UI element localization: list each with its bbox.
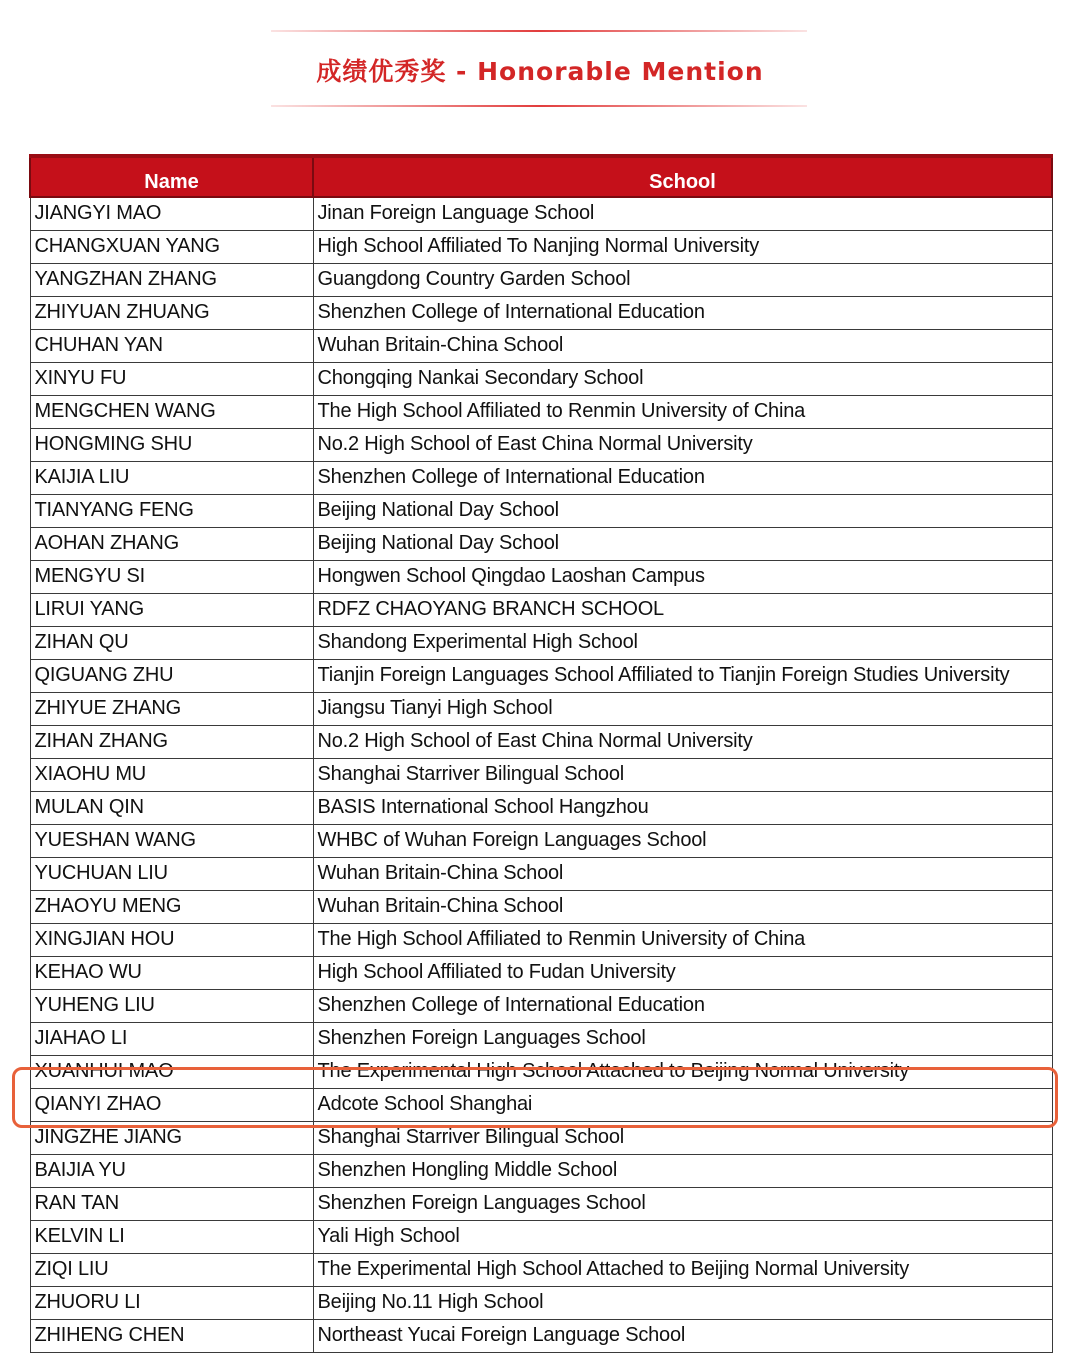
cell-name: ZHAOYU MENG	[30, 890, 313, 923]
cell-school: Beijing National Day School	[313, 527, 1052, 560]
table-row	[30, 1319, 1052, 1352]
table-row	[30, 1220, 1052, 1253]
table-row	[30, 1055, 1052, 1088]
cell-school: Shenzhen Foreign Languages School	[313, 1187, 1052, 1220]
honorable-mention-table	[29, 154, 1051, 1353]
cell-school: WHBC of Wuhan Foreign Languages School	[313, 824, 1052, 857]
table-row	[30, 1121, 1052, 1154]
table-row	[30, 1088, 1052, 1121]
table-row	[30, 824, 1052, 857]
table-row	[30, 593, 1052, 626]
cell-name: XINYU FU	[30, 362, 313, 395]
cell-school: Yali High School	[313, 1220, 1052, 1253]
cell-school: RDFZ CHAOYANG BRANCH SCHOOL	[313, 593, 1052, 626]
table-row	[30, 461, 1052, 494]
cell-school: Jiangsu Tianyi High School	[313, 692, 1052, 725]
table-row	[30, 626, 1052, 659]
title-bottom-rule	[271, 105, 807, 107]
table-row	[30, 890, 1052, 923]
cell-school: The Experimental High School Attached to Beijing Normal University	[313, 1253, 1052, 1286]
cell-school: Shandong Experimental High School	[313, 626, 1052, 659]
cell-school: BASIS International School Hangzhou	[313, 791, 1052, 824]
cell-school: Tianjin Foreign Languages School Affiliated to Tianjin Foreign Studies University	[313, 659, 1052, 692]
cell-school: Wuhan Britain-China School	[313, 329, 1052, 362]
cell-name: XINGJIAN HOU	[30, 923, 313, 956]
cell-school: Guangdong Country Garden School	[313, 263, 1052, 296]
cell-name: YANGZHAN ZHANG	[30, 263, 313, 296]
cell-school: Wuhan Britain-China School	[313, 857, 1052, 890]
cell-name: ZIHAN ZHANG	[30, 725, 313, 758]
table-row	[30, 362, 1052, 395]
cell-name: JINGZHE JIANG	[30, 1121, 313, 1154]
table-row	[30, 956, 1052, 989]
cell-name: CHUHAN YAN	[30, 329, 313, 362]
cell-school: Hongwen School Qingdao Laoshan Campus	[313, 560, 1052, 593]
cell-name: YUESHAN WANG	[30, 824, 313, 857]
cell-name: ZHUORU LI	[30, 1286, 313, 1319]
cell-name: RAN TAN	[30, 1187, 313, 1220]
cell-school: Adcote School Shanghai	[313, 1088, 1052, 1121]
cell-name: YUCHUAN LIU	[30, 857, 313, 890]
table-row	[30, 1022, 1052, 1055]
table-header-row	[30, 156, 1052, 197]
cell-name: HONGMING SHU	[30, 428, 313, 461]
cell-name: ZHIHENG CHEN	[30, 1319, 313, 1352]
cell-name: JIAHAO LI	[30, 1022, 313, 1055]
cell-name: YUHENG LIU	[30, 989, 313, 1022]
cell-school: Shenzhen Hongling Middle School	[313, 1154, 1052, 1187]
cell-name: QIANYI ZHAO	[30, 1088, 313, 1121]
cell-name: BAIJIA YU	[30, 1154, 313, 1187]
cell-school: High School Affiliated To Nanjing Normal University	[313, 230, 1052, 263]
cell-name: KEHAO WU	[30, 956, 313, 989]
cell-name: XIAOHU MU	[30, 758, 313, 791]
cell-name: TIANYANG FENG	[30, 494, 313, 527]
cell-name: CHANGXUAN YANG	[30, 230, 313, 263]
cell-school: No.2 High School of East China Normal University	[313, 428, 1052, 461]
cell-name: MENGYU SI	[30, 560, 313, 593]
column-header-school: School	[313, 156, 1052, 197]
title-top-rule	[271, 30, 807, 32]
table-row	[30, 923, 1052, 956]
table-row	[30, 1154, 1052, 1187]
cell-name: AOHAN ZHANG	[30, 527, 313, 560]
cell-name: XUANHUI MAO	[30, 1055, 313, 1088]
table-row	[30, 428, 1052, 461]
table-row	[30, 263, 1052, 296]
table-row	[30, 494, 1052, 527]
cell-name: ZIQI LIU	[30, 1253, 313, 1286]
cell-name: ZHIYUAN ZHUANG	[30, 296, 313, 329]
cell-school: Shenzhen College of International Education	[313, 461, 1052, 494]
cell-school: Northeast Yucai Foreign Language School	[313, 1319, 1052, 1352]
cell-school: Beijing National Day School	[313, 494, 1052, 527]
cell-name: KELVIN LI	[30, 1220, 313, 1253]
cell-school: Shenzhen College of International Education	[313, 989, 1052, 1022]
table-row	[30, 197, 1052, 230]
cell-school: Chongqing Nankai Secondary School	[313, 362, 1052, 395]
cell-name: ZIHAN QU	[30, 626, 313, 659]
table-body	[30, 197, 1052, 1352]
table-row	[30, 758, 1052, 791]
cell-school: Beijing No.11 High School	[313, 1286, 1052, 1319]
cell-name: JIANGYI MAO	[30, 197, 313, 230]
cell-school: Shenzhen Foreign Languages School	[313, 1022, 1052, 1055]
cell-school: No.2 High School of East China Normal University	[313, 725, 1052, 758]
cell-name: QIGUANG ZHU	[30, 659, 313, 692]
cell-school: Shenzhen College of International Education	[313, 296, 1052, 329]
table-row	[30, 791, 1052, 824]
table-row	[30, 395, 1052, 428]
cell-school: Shanghai Starriver Bilingual School	[313, 758, 1052, 791]
cell-school: Wuhan Britain-China School	[313, 890, 1052, 923]
page-title: 成绩优秀奖 - Honorable Mention	[316, 57, 764, 86]
table-row	[30, 230, 1052, 263]
cell-name: KAIJIA LIU	[30, 461, 313, 494]
table-row	[30, 329, 1052, 362]
table-row	[30, 1187, 1052, 1220]
table-row	[30, 659, 1052, 692]
table-row	[30, 1286, 1052, 1319]
table-row	[30, 725, 1052, 758]
table-row	[30, 560, 1052, 593]
cell-school: High School Affiliated to Fudan University	[313, 956, 1052, 989]
cell-school: The High School Affiliated to Renmin University of China	[313, 923, 1052, 956]
title-block	[0, 0, 1080, 120]
column-header-name: Name	[30, 156, 313, 197]
table-row	[30, 857, 1052, 890]
cell-school: The Experimental High School Attached to Beijing Normal University	[313, 1055, 1052, 1088]
table-row	[30, 1253, 1052, 1286]
table-row	[30, 296, 1052, 329]
table-row	[30, 989, 1052, 1022]
cell-school: Jinan Foreign Language School	[313, 197, 1052, 230]
cell-name: ZHIYUE ZHANG	[30, 692, 313, 725]
cell-name: LIRUI YANG	[30, 593, 313, 626]
table-row	[30, 527, 1052, 560]
cell-name: MULAN QIN	[30, 791, 313, 824]
table-row	[30, 692, 1052, 725]
cell-name: MENGCHEN WANG	[30, 395, 313, 428]
cell-school: Shanghai Starriver Bilingual School	[313, 1121, 1052, 1154]
cell-school: The High School Affiliated to Renmin University of China	[313, 395, 1052, 428]
